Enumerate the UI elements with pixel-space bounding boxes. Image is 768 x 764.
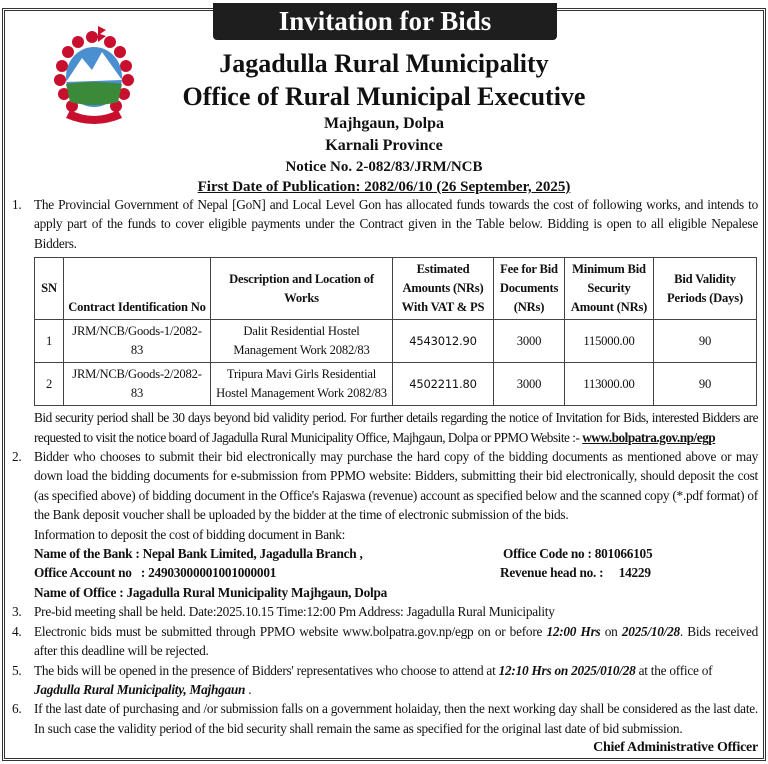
header-validity: Bid Validity Periods (Days) (654, 258, 757, 320)
notice-number: Notice No. 2-082/83/JRM/NCB (285, 159, 483, 175)
table-row (35, 320, 757, 363)
office-name: Office of Rural Municipal Executive (182, 82, 586, 111)
office-code: Office Code no : 801066105 (503, 546, 653, 562)
table-row (35, 363, 757, 406)
item-text: Pre-bid meeting shall be held. Date:2025.10.15 Time:12:00 Pm Address: Jagadulla Rural Municipality (34, 604, 555, 620)
item-5 (10, 661, 758, 700)
item-1 (10, 195, 758, 253)
revenue-head: Revenue head no. : 14229 (500, 565, 651, 581)
header-estimate: Estimated Amounts (NRs) With VAT & PS (393, 258, 494, 320)
cell-estimate: 4502211.80 (393, 363, 494, 406)
cell-security: 113000.00 (565, 363, 654, 406)
bank-details (10, 544, 758, 602)
cell-description: Tripura Mavi Girls Residential Hostel Management Work 2082/83 (211, 363, 393, 406)
item-text: . Bids received after this deadline will be rejected. (34, 623, 758, 659)
location: Majhgaun, Dolpa (323, 115, 445, 132)
cell-sn: 2 (35, 363, 64, 406)
bank-name: Name of the Bank : Nepal Bank Limited, Jagadulla Branch , (34, 546, 363, 562)
item-number: 5. (12, 662, 22, 678)
cell-fee: 3000 (494, 320, 565, 363)
header-fee: Fee for Bid Documents (NRs) (494, 258, 565, 320)
deadline-date: 2025/10/28 (621, 623, 680, 639)
header-contract-id: Contract Identification No (64, 258, 211, 320)
item-number: 2. (12, 449, 22, 465)
cell-sn: 1 (35, 320, 64, 363)
notice-body (10, 0, 758, 764)
item-4 (10, 622, 758, 661)
opening-venue: Jagdulla Rural Municipality, Majhgaun (34, 681, 246, 697)
bank-info-label: Information to deposit the cost of bidding document in Bank: (34, 526, 346, 542)
deadline-time: 12:00 Hrs (546, 623, 601, 639)
cell-contract-id: JRM/NCB/Goods-1/2082-83 (64, 320, 211, 363)
province: Karnali Province (325, 137, 443, 154)
item-2 (10, 447, 758, 544)
bolpatra-link[interactable]: www.bolpatra.gov.np/egp (582, 429, 716, 445)
bids-table (34, 257, 757, 406)
item-text: Electronic bids must be submitted through PPMO website www.bolpatra.gov.np/egp on or before (34, 623, 547, 639)
note-text: Bid security period shall be 30 days beyond bid validity period. For further details regarding the notice of Invitation for Bids, interested Bidders are requested to visit the notice board of Jagadulla Rural Municipality Office, Majhgaun, Dolpa or PPMO Website :- (34, 410, 758, 445)
item-text: The Provincial Government of Nepal [GoN] and Local Level Gon has allocated funds towards the cost of following works, and intends to apply part of the funds to cover eligible payments under the Contract given in the Table below. Bidding is open to all eligible Nepalese Bidders. (34, 197, 758, 251)
item-text: Bidder who chooses to submit their bid electronically may purchase the hard copy of the bidding documents as mentioned above or may down load the bidding documents for e-submission from PPMO website: Bidders, submitting their bid electronically, should deposit the cost (as specified above) of bidding document in the Office's Rajaswa (revenue) account as specified below and the scanned copy (*.pdf format) of the Bank deposit voucher shall be uploaded by the bidder at the time of electronic submission of the bids. (34, 449, 758, 523)
table-header-row (35, 258, 757, 320)
item-6 (10, 699, 758, 738)
item-text: . (245, 681, 252, 697)
notice-title: Invitation for Bids (213, 3, 557, 40)
signature: Chief Administrative Officer (593, 740, 758, 756)
cell-fee: 3000 (494, 363, 565, 406)
cell-validity: 90 (654, 320, 757, 363)
cell-security: 115000.00 (565, 320, 654, 363)
office-name-bank: Name of Office : Jagadulla Rural Municipality Majhgaun, Dolpa (34, 584, 387, 600)
item-text: The bids will be opened in the presence of Bidders' representatives who choose to attend at (34, 662, 499, 678)
cell-estimate: 4543012.90 (393, 320, 494, 363)
item-number: 3. (12, 604, 22, 620)
item-text: on (600, 623, 622, 639)
publication-date: First Date of Publication: 2082/06/10 (26 September, 2025) (197, 179, 571, 195)
cell-contract-id: JRM/NCB/Goods-2/2082-83 (64, 363, 211, 406)
item-3 (10, 602, 758, 621)
cell-description: Dalit Residential Hostel Management Work 2082/83 (211, 320, 393, 363)
cell-validity: 90 (654, 363, 757, 406)
municipality-name: Jagadulla Rural Municipality (219, 49, 549, 78)
item-text: at the office of (635, 662, 713, 678)
item-number: 1. (12, 197, 22, 212)
office-account: Office Account no : 24903000001001000001 (34, 565, 277, 581)
item-text: If the last date of purchasing and /or submission falls on a government holaiday, then the next working day shall be considered as the last date. In such case the validity period of the bid security shall remain the same as specified for the original last date of bid submission. (34, 701, 758, 736)
item-number: 4. (12, 623, 22, 639)
header-sn: SN (35, 258, 64, 320)
bid-security-note (10, 408, 758, 447)
header-security: Minimum Bid Security Amount (NRs) (565, 258, 654, 320)
header-description: Description and Location of Works (211, 258, 393, 320)
opening-time: 12:10 Hrs on 2025/010/28 (498, 662, 636, 678)
item-number: 6. (12, 701, 22, 717)
